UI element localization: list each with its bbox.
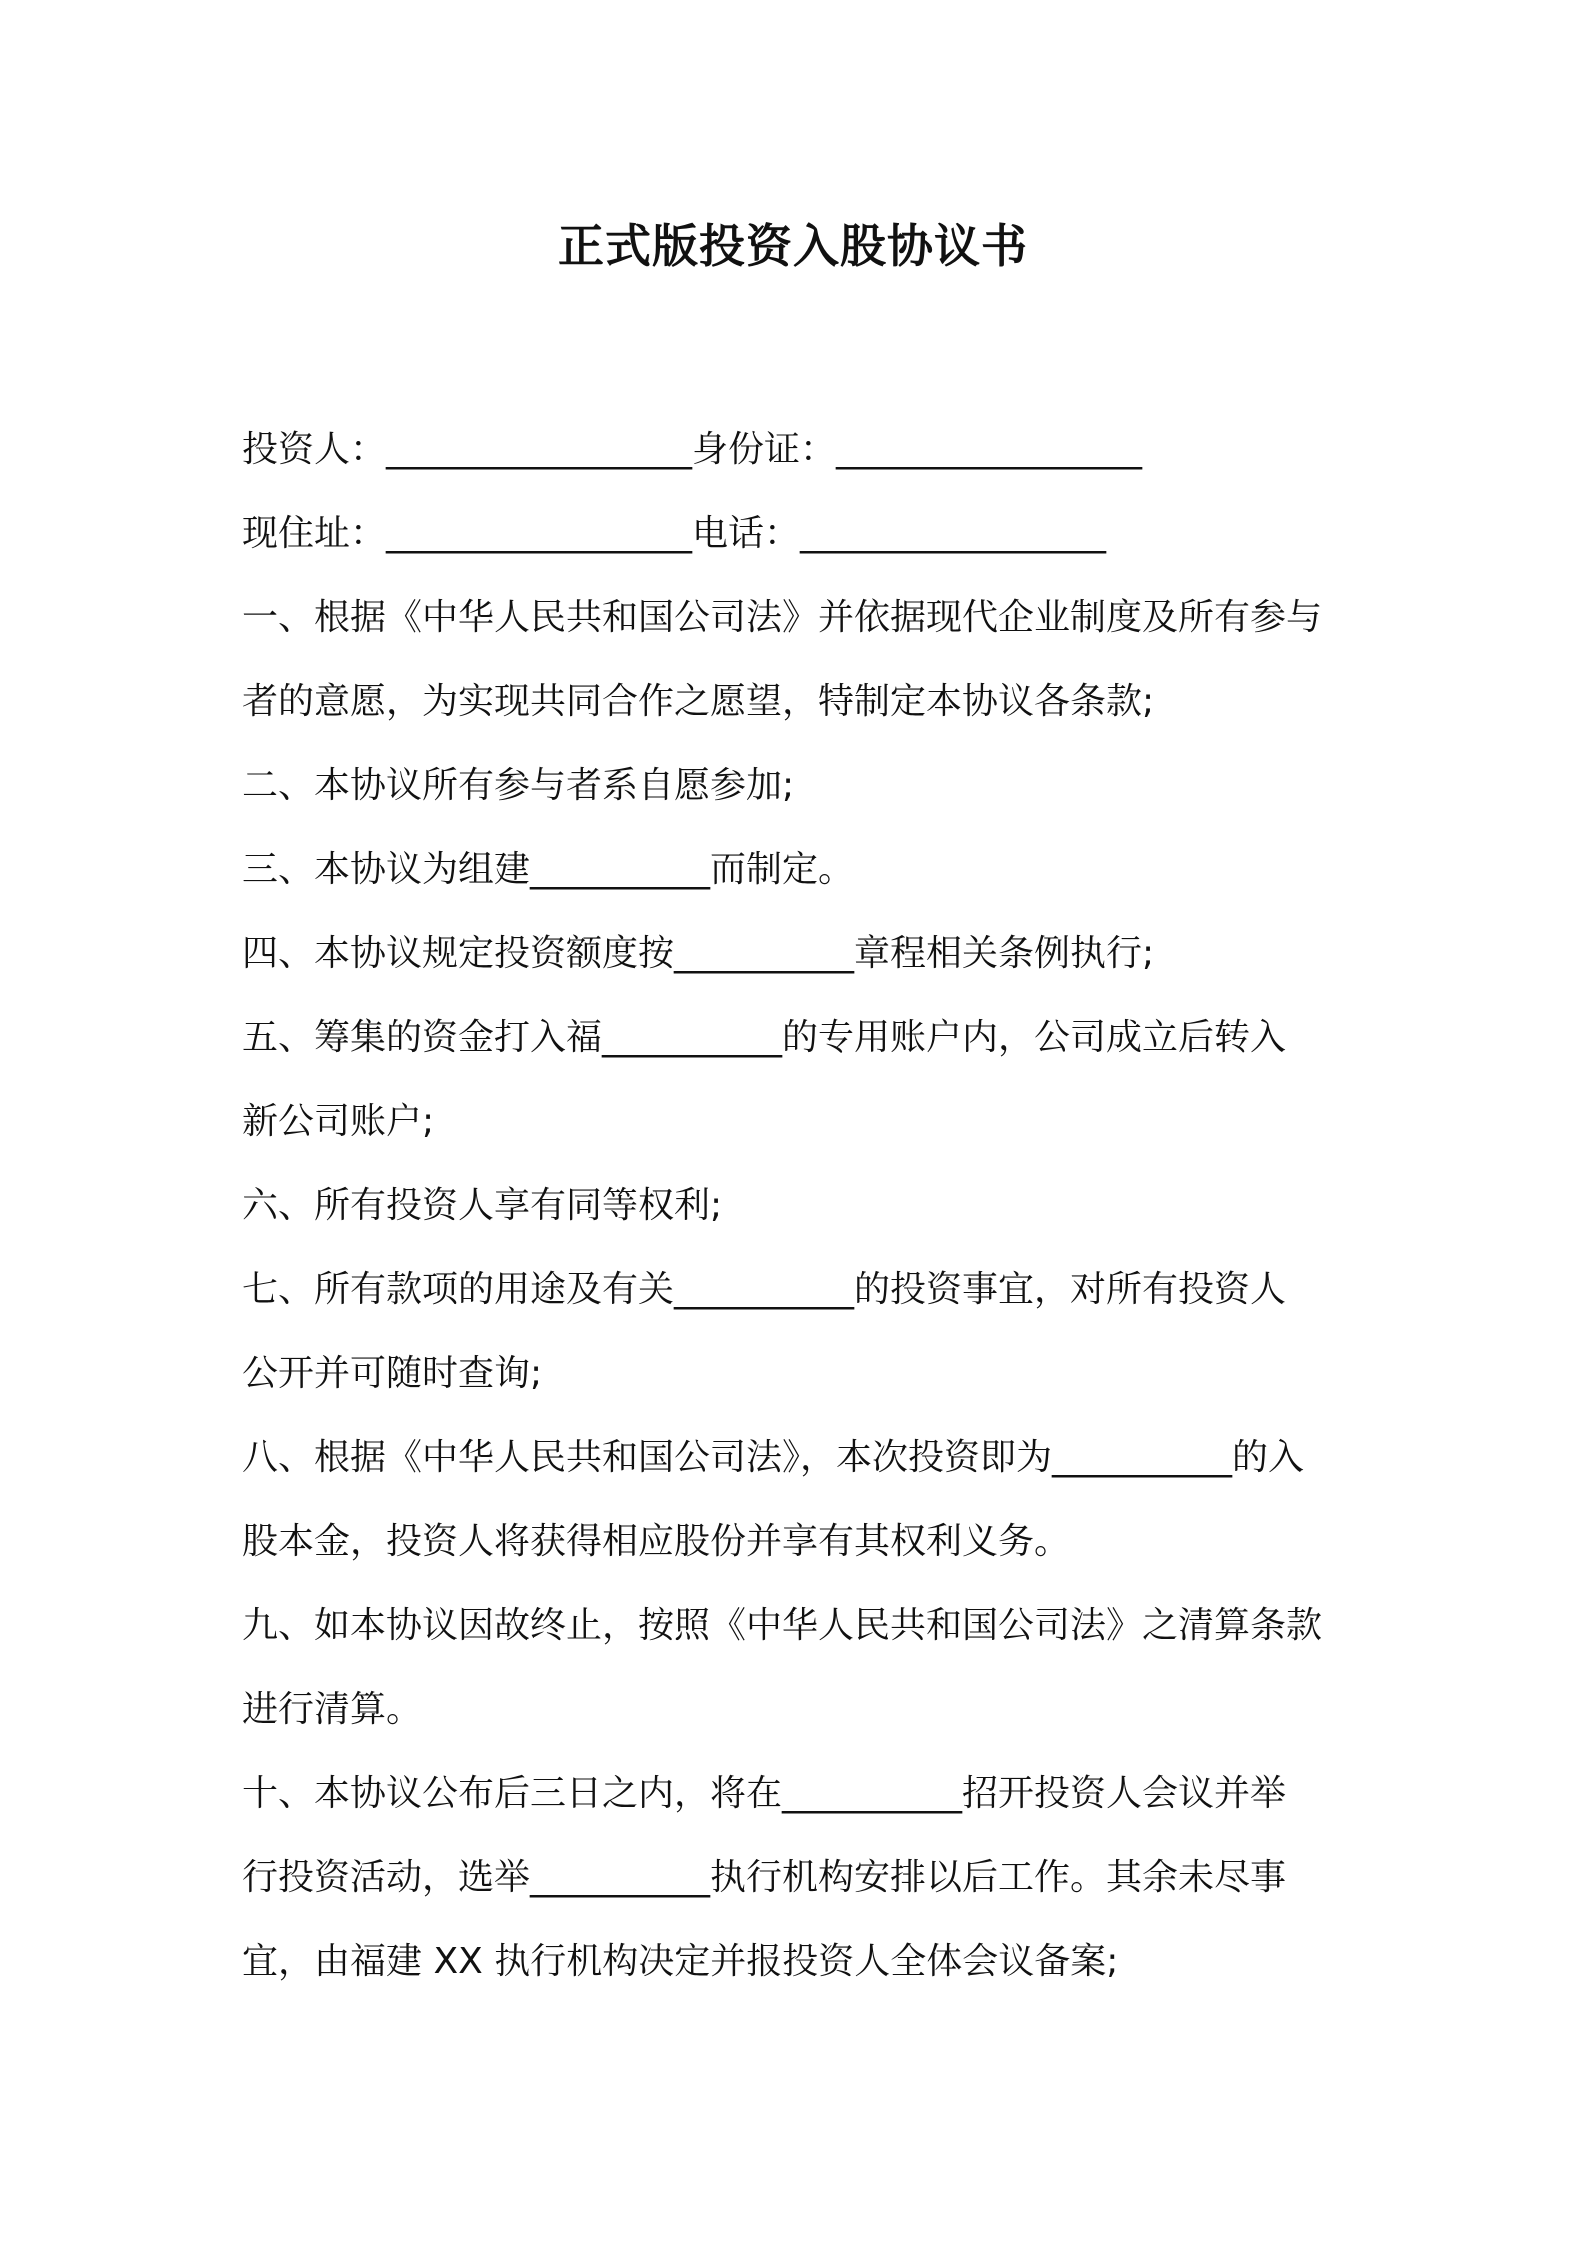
clause-9-line-2: 进行清算。: [242, 1689, 423, 1730]
clause-7-line-1: 七、所有款项的用途及有关__________的投资事宜，对所有投资人: [242, 1269, 1287, 1310]
clause-9-line-1: 九、如本协议因故终止，按照《中华人民共和国公司法》之清算条款: [242, 1605, 1323, 1646]
address-phone-line: 现住址：_________________电话：_________________: [242, 513, 1107, 554]
clause-2: 二、本协议所有参与者系自愿参加;: [242, 765, 795, 806]
clause-10-line-2: 行投资活动，选举__________执行机构安排以后工作。其余未尽事: [242, 1857, 1287, 1898]
clause-10-line-3: 宜，由福建 XX 执行机构决定并报投资人全体会议备案;: [242, 1941, 1119, 1982]
clause-1-line-1: 一、根据《中华人民共和国公司法》并依据现代企业制度及所有参与: [242, 597, 1323, 638]
clause-1-line-2: 者的意愿，为实现共同合作之愿望，特制定本协议各条款;: [242, 681, 1155, 722]
investor-id-line: 投资人：_________________身份证：_________________: [242, 429, 1143, 470]
clause-5-line-2: 新公司账户;: [242, 1101, 435, 1142]
clause-10-line-1: 十、本协议公布后三日之内，将在__________招开投资人会议并举: [242, 1773, 1287, 1814]
clause-5-line-1: 五、筹集的资金打入福__________的专用账户内，公司成立后转入: [242, 1017, 1287, 1058]
document-body: [242, 408, 1362, 2004]
clause-7-line-2: 公开并可随时查询;: [242, 1353, 543, 1394]
clause-8-line-1: 八、根据《中华人民共和国公司法》，本次投资即为__________的入: [242, 1437, 1305, 1478]
clause-8-line-2: 股本金，投资人将获得相应股份并享有其权利义务。: [242, 1521, 1071, 1562]
clause-6: 六、所有投资人享有同等权利;: [242, 1185, 723, 1226]
document-title: 正式版投资入股协议书: [558, 219, 1028, 273]
clause-4: 四、本协议规定投资额度按__________章程相关条例执行;: [242, 933, 1155, 974]
clause-3: 三、本协议为组建__________而制定。: [242, 849, 855, 890]
